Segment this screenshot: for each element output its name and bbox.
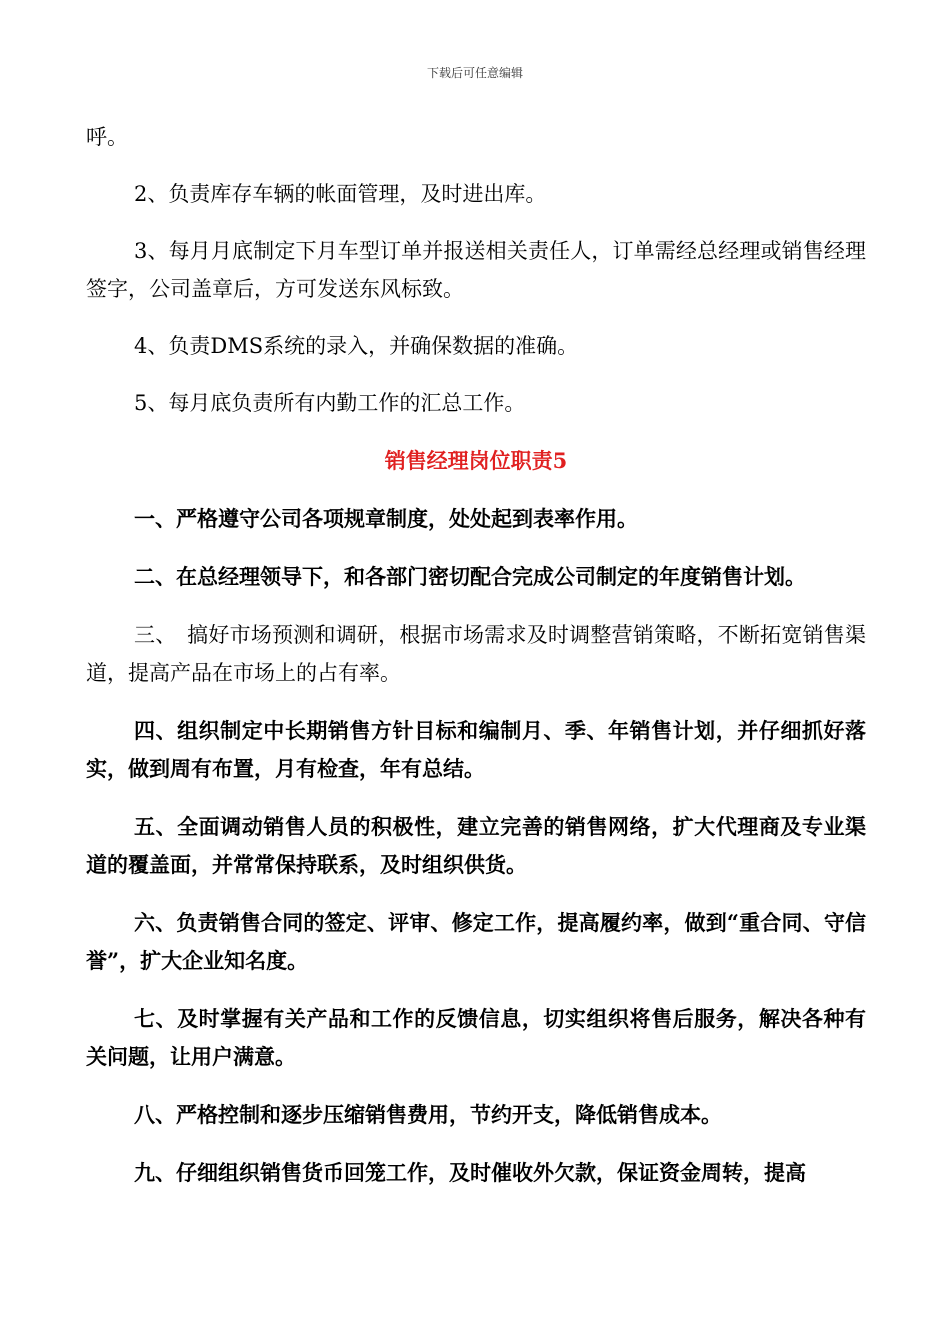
duty-item-5: 五、全面调动销售人员的积极性，建立完善的销售网络，扩大代理商及专业渠道的覆盖面，并常常保持联系，及时组织供货。 xyxy=(86,814,866,877)
paragraph-item-2: 2、负责库存车辆的帐面管理，及时进出库。 xyxy=(134,182,547,206)
paragraph-item-5: 5、每月底负责所有内勤工作的汇总工作。 xyxy=(134,391,526,415)
duty-item-2: 二、在总经理领导下，和各部门密切配合完成公司制定的年度销售计划。 xyxy=(134,564,806,589)
duty-item-6: 六、负责销售合同的签定、评审、修定工作，提高履约率，做到“重合同、守信誉”，扩大企业知名度。 xyxy=(86,910,866,973)
duty-item-7: 七、及时掌握有关产品和工作的反馈信息，切实组织将售后服务，解决各种有关问题，让用户满意。 xyxy=(86,1006,866,1069)
paragraph-item-3: 3、每月月底制定下月车型订单并报送相关责任人，订单需经总经理或销售经理签字，公司盖章后，方可发送东风标致。 xyxy=(86,239,866,301)
duty-item-9: 九、仔细组织销售货币回笼工作，及时催收外欠款，保证资金周转，提高 xyxy=(134,1160,806,1185)
duty-item-8: 八、严格控制和逐步压缩销售费用，节约开支，降低销售成本。 xyxy=(134,1102,722,1127)
section-title: 销售经理岗位职责5 xyxy=(384,448,568,473)
duty-item-3: 三、 搞好市场预测和调研，根据市场需求及时调整营销策略，不断拓宽销售渠道，提高产品在市场上的占有率。 xyxy=(86,623,866,685)
paragraph-continuation: 呼。 xyxy=(86,125,128,149)
paragraph-item-4: 4、负责DMS系统的录入，并确保数据的准确。 xyxy=(134,334,579,358)
duty-item-1: 一、严格遵守公司各项规章制度，处处起到表率作用。 xyxy=(134,506,638,531)
page-header: 下载后可任意编辑 xyxy=(426,66,523,80)
document-body xyxy=(86,118,866,1192)
duty-item-4: 四、组织制定中长期销售方针目标和编制月、季、年销售计划，并仔细抓好落实，做到周有布置，月有检查，年有总结。 xyxy=(86,718,866,781)
